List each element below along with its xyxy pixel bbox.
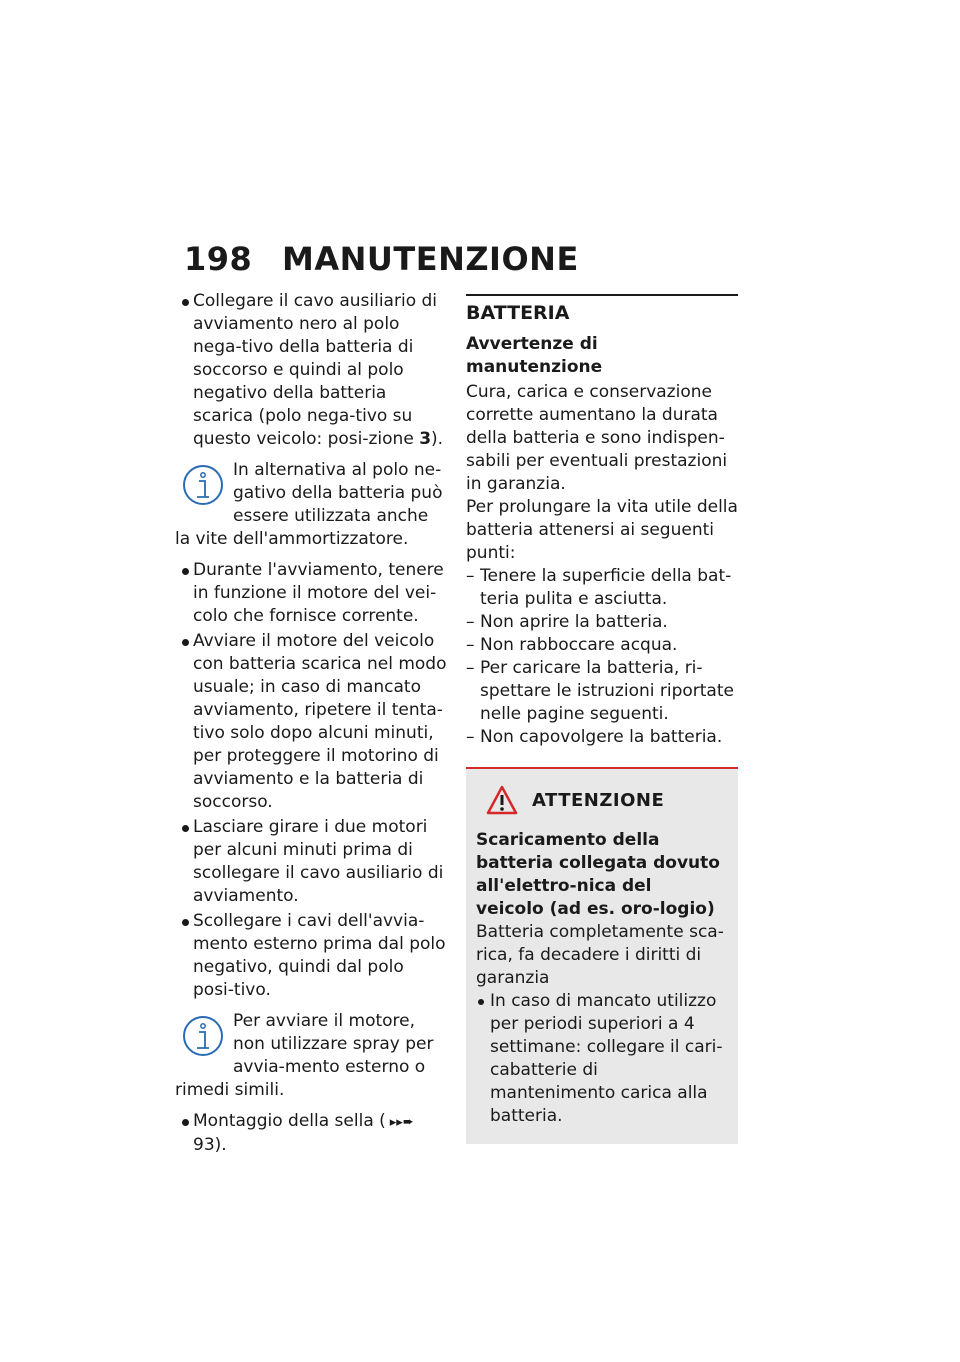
list-item: – Non aprire la batteria. xyxy=(466,612,668,632)
paragraph: Cura, carica e conservazione corrette aumentano la durata della batteria e sono indispen-sabili per eventuali prestazioni in garanzia. xyxy=(466,382,728,494)
list-item: Avviare il motore del veicolo con batteria scarica nel modo usuale; in caso di mancato avviamento, ripetere il tenta-tivo solo dopo alcuni minuti, per proteggere il motorino di avviamento e la batteria di soccorso. xyxy=(175,630,447,814)
page-header xyxy=(184,240,579,278)
warning-title: ATTENZIONE xyxy=(532,789,665,811)
list-item: – Per caricare la batteria, ri-spettare le istruzioni riportate nelle pagine seguenti. xyxy=(466,658,734,724)
list-item: Scollegare i cavi dell'avvia-mento esterno prima dal polo negativo, quindi dal polo posi-tivo. xyxy=(175,910,447,1002)
left-column xyxy=(175,290,447,1159)
info-note: In alternativa al polo ne-gativo della batteria può essere utilizzata anche la vite dell'ammortizzatore. xyxy=(175,460,443,549)
warning-text: Batteria completamente sca-rica, fa decadere i diritti di garanzia xyxy=(476,922,724,988)
list-item: Montaggio della sella ( ▸▸➨93). xyxy=(175,1110,447,1157)
list-item: – Non capovolgere la batteria. xyxy=(466,727,723,747)
page-title: MANUTENZIONE xyxy=(282,240,579,278)
list-item: In caso di mancato utilizzo per periodi superiori a 4 settimane: collegare il cari-cabatterie di mantenimento carica alla batteria. xyxy=(476,990,724,1128)
list-item: – Tenere la superficie della bat-teria pulita e asciutta. xyxy=(466,566,732,609)
section-divider xyxy=(466,294,738,296)
page-reference: 93 xyxy=(193,1135,215,1155)
list-item: – Non rabboccare acqua. xyxy=(466,635,678,655)
warning-header xyxy=(476,785,724,815)
page-number: 198 xyxy=(184,240,253,278)
list-item: Collegare il cavo ausiliario di avviamento nero al polo nega-tivo della batteria di soccorso e quindi al polo negativo della batteria scarica (polo nega-tivo su questo veicolo: posi-zione 3). xyxy=(175,290,447,451)
warning-subtitle: Scaricamento della batteria collegata dovuto all'elettro-nica del veicolo (ad es. oro-logio) xyxy=(476,830,720,919)
warning-triangle-icon xyxy=(486,785,518,815)
list-item: Durante l'avviamento, tenere in funzione il motore del vei-colo che fornisce corrente. xyxy=(175,559,447,628)
right-column xyxy=(466,290,738,1144)
paragraph: Per prolungare la vita utile della batteria attenersi ai seguenti punti: xyxy=(466,497,738,563)
warning-box xyxy=(466,767,738,1144)
section-title: BATTERIA xyxy=(466,302,570,324)
info-note: Per avviare il motore, non utilizzare spray per avvia-mento esterno o rimedi simili. xyxy=(175,1011,434,1100)
info-icon xyxy=(181,1014,225,1058)
list-item: Lasciare girare i due motori per alcuni minuti prima di scollegare il cavo ausiliario di avviamento. xyxy=(175,816,447,908)
subheading: Avvertenze di manutenzione xyxy=(466,334,603,377)
page-reference-arrow-icon: ▸▸➨ xyxy=(389,1115,414,1130)
info-icon xyxy=(181,463,225,507)
position-ref: 3 xyxy=(419,429,432,449)
